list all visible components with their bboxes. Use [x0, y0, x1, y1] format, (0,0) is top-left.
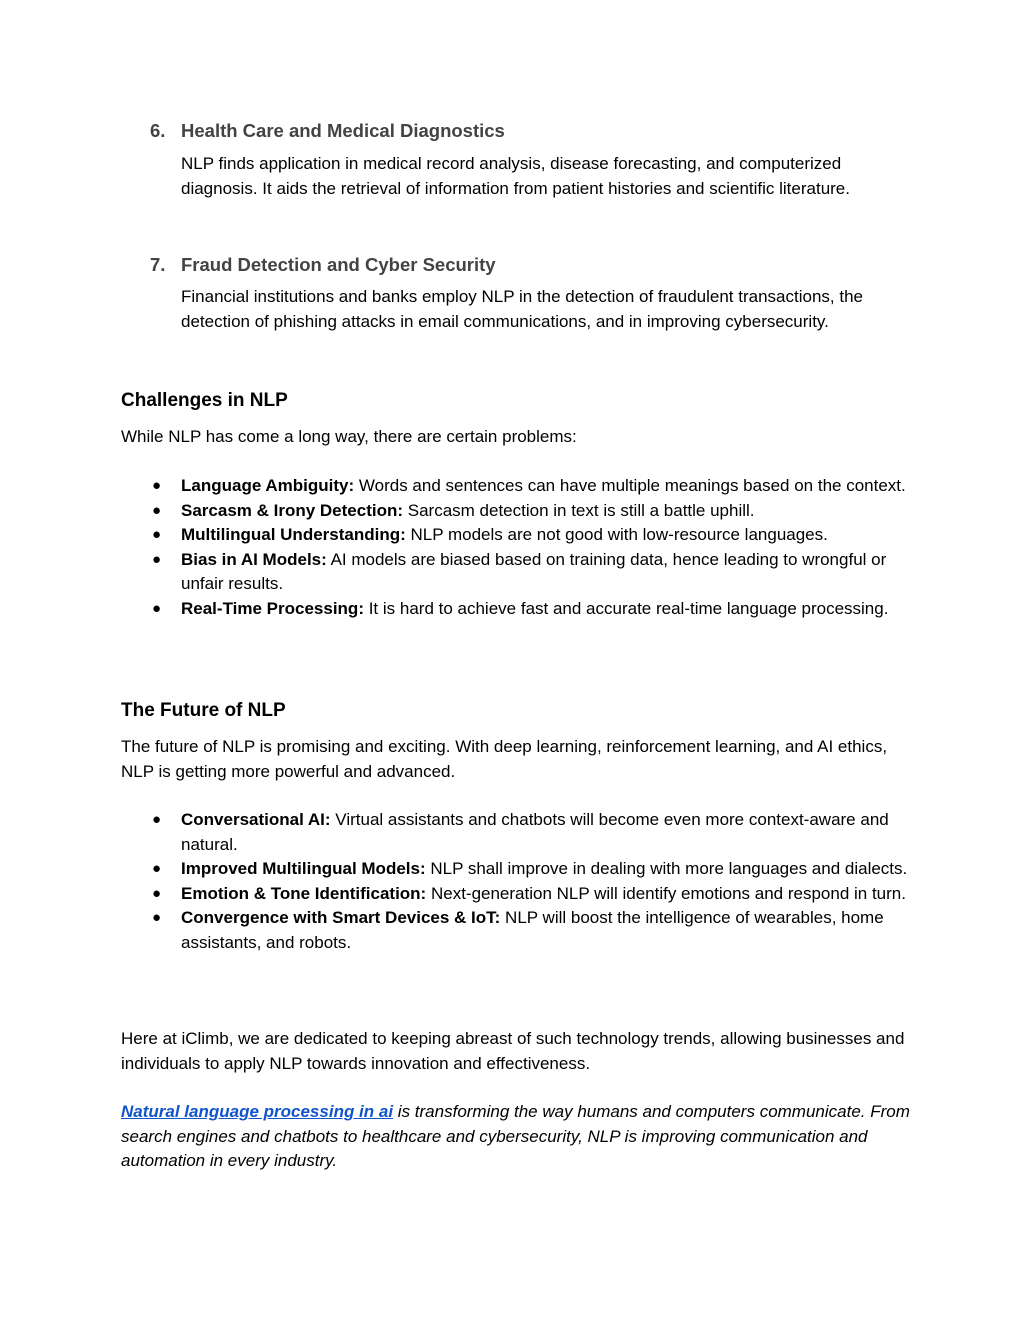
item-label: Improved Multilingual Models: [181, 859, 426, 878]
bullet-icon: ● [152, 550, 162, 568]
item-text: NLP models are not good with low-resource languages. [405, 525, 828, 544]
item-label: Conversational AI: [181, 810, 331, 829]
bullet-icon: ● [152, 811, 162, 828]
list-number: 7. [150, 254, 166, 275]
item-text: NLP will boost the intelligence of wearables, home assistants, and robots. [181, 908, 884, 952]
item-label: Multilingual Understanding: [181, 525, 406, 544]
bullet-icon: ● [152, 909, 162, 926]
closing-paragraph [121, 1100, 911, 1174]
list-item [121, 857, 911, 882]
challenges-intro: While NLP has come a long way, there are certain problems: [121, 427, 577, 446]
future-heading: The Future of NLP [121, 700, 286, 721]
bullet-icon: ● [152, 526, 162, 543]
item-label: Sarcasm & Irony Detection: [181, 500, 404, 520]
item-text: Words and sentences can have multiple meanings based on the context. [354, 476, 906, 495]
item-label: Emotion & Tone Identification: [181, 883, 427, 903]
use-case-heading-6 [150, 120, 505, 142]
item-label: Convergence with Smart Devices & IoT: [181, 908, 501, 927]
bullet-icon: ● [152, 477, 162, 494]
future-intro: The future of NLP is promising and exciting. With deep learning, reinforcement learning, and AI ethics, NLP is getting more powerful and advanced. [121, 737, 888, 781]
list-item [121, 597, 911, 622]
item-text: Next-generation NLP will identify emotions and respond in turn. [426, 883, 906, 903]
nlp-in-ai-link[interactable]: Natural language processing in ai [121, 1102, 394, 1121]
bullet-icon: ● [152, 599, 162, 617]
list-item [121, 474, 911, 499]
closing-text: is transforming the way humans and computers communicate. From search engines and chatbots to healthcare and cybersecurity, NLP is improving communication and automation in every industry. [121, 1102, 910, 1170]
bullet-icon: ● [152, 501, 162, 519]
use-case-title: Fraud Detection and Cyber Security [181, 254, 496, 275]
bullet-icon: ● [152, 860, 162, 877]
item-text: Virtual assistants and chatbots will become even more context-aware and natural. [181, 810, 889, 854]
item-label: Bias in AI Models: [181, 549, 327, 569]
item-label: Real-Time Processing: [181, 598, 364, 618]
use-case-description-6: NLP finds application in medical record analysis, disease forecasting, and computerized diagnosis. It aids the retrieval of information from patient histories and scientific literature. [181, 154, 850, 198]
list-item [121, 523, 911, 548]
list-item [121, 499, 911, 524]
item-text: Sarcasm detection in text is still a battle uphill. [403, 500, 755, 520]
list-number: 6. [150, 120, 166, 141]
item-text: NLP shall improve in dealing with more languages and dialects. [425, 859, 908, 878]
list-item [121, 906, 911, 955]
item-label: Language Ambiguity: [181, 476, 355, 495]
item-text: AI models are biased based on training data, hence leading to wrongful or unfair results. [181, 549, 887, 593]
use-case-description-7: Financial institutions and banks employ NLP in the detection of fraudulent transactions, the detection of phishing attacks in email communications, and in improving cybersecurity. [181, 287, 863, 331]
list-item [121, 882, 911, 907]
list-item [121, 808, 911, 857]
iclimb-paragraph: Here at iClimb, we are dedicated to keeping abreast of such technology trends, allowing businesses and individuals to apply NLP towards innovation and effectiveness. [121, 1029, 905, 1073]
bullet-icon: ● [152, 884, 162, 902]
use-case-title: Health Care and Medical Diagnostics [181, 120, 505, 141]
future-list [121, 808, 911, 955]
challenges-heading: Challenges in NLP [121, 390, 288, 411]
challenges-list [121, 474, 911, 621]
use-case-heading-7 [150, 254, 496, 276]
list-item [121, 548, 911, 597]
item-text: It is hard to achieve fast and accurate real-time language processing. [363, 598, 889, 618]
